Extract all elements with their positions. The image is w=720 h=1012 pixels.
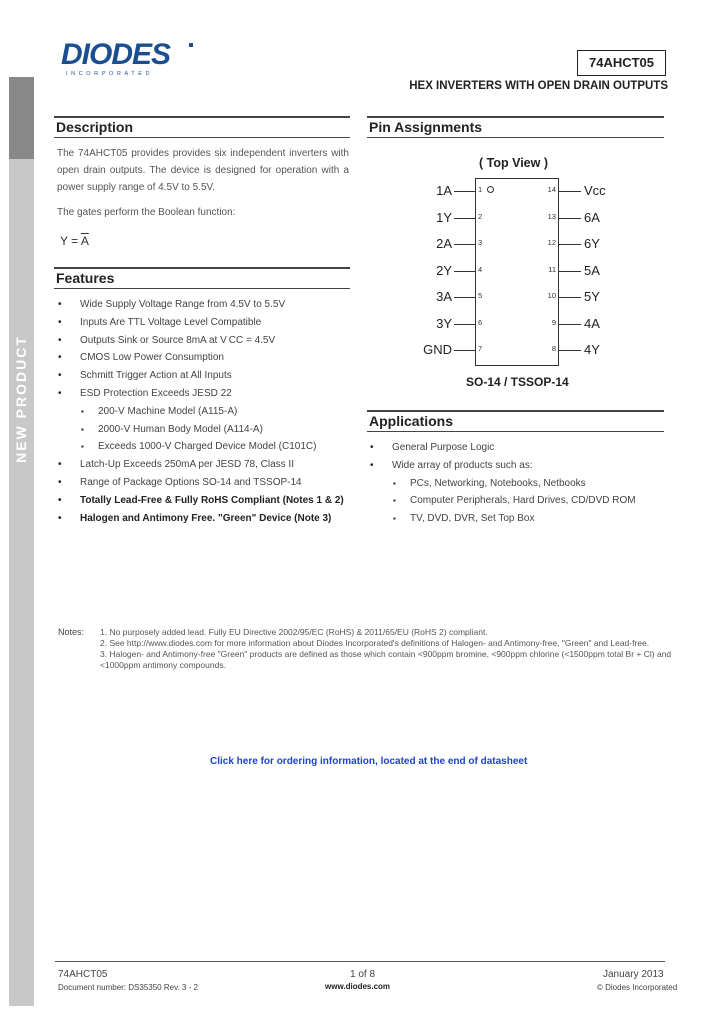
feature-item: • CMOS Low Power Consumption xyxy=(54,349,354,367)
applications-list xyxy=(366,439,666,528)
pin-name-right: 5A xyxy=(584,262,600,278)
footer-page: 1 of 8 xyxy=(350,969,376,980)
note-2: 2. See http://www.diodes.com for more information about Diodes Incorporated's definitions of Halogen- and Antimony-free, "Green" and Lead-free. xyxy=(100,638,650,648)
features-heading: Features xyxy=(54,267,350,289)
pin-lead-right xyxy=(559,218,581,219)
pin-name-left: GND xyxy=(423,342,452,357)
feature-item: • Latch-Up Exceeds 250mA per JESD 78, Class II xyxy=(54,456,354,474)
formula-lhs: Y = xyxy=(60,234,81,248)
pin-assignments-heading: Pin Assignments xyxy=(367,116,664,138)
footer-copyright: © Diodes Incorporated xyxy=(597,983,678,992)
pin-number-right: 10 xyxy=(547,291,556,300)
side-bar xyxy=(9,77,34,1006)
pin-name-right: 4Y xyxy=(584,342,600,357)
applications-heading: Applications xyxy=(367,410,664,432)
feature-item: ▪ 200-V Machine Model (A115-A) xyxy=(54,403,354,421)
pin-lead-right xyxy=(559,324,581,325)
feature-item: • Range of Package Options SO-14 and TSSOP-14 xyxy=(54,474,354,492)
pin-name-left: 2Y xyxy=(436,262,452,278)
pin-name-left: 1Y xyxy=(436,209,452,225)
pin-number-right: 11 xyxy=(548,264,556,274)
pin-number-left: 6 xyxy=(478,317,483,327)
boolean-formula xyxy=(60,234,89,248)
pin-number-left: 1 xyxy=(478,185,483,194)
pin-number-left: 5 xyxy=(478,291,483,300)
pin-lead-left xyxy=(454,350,475,351)
ordering-info-link[interactable]: Click here for ordering information, located at the end of datasheet xyxy=(210,756,528,767)
pin-number-right: 12 xyxy=(547,238,556,247)
part-number-box: 74AHCT05 xyxy=(577,50,666,76)
feature-item: ▪ 2000-V Human Body Model (A114-A) xyxy=(54,421,354,439)
logo-dot xyxy=(189,43,193,47)
pin-number-right: 13 xyxy=(547,211,556,221)
pin-lead-left xyxy=(454,297,475,298)
application-item: • Wide array of products such as: xyxy=(366,457,666,475)
pin-number-left: 4 xyxy=(478,264,483,274)
pin-name-right: Vcc xyxy=(584,183,606,198)
pin-name-left: 1A xyxy=(436,183,452,198)
application-item: ▪ TV, DVD, DVR, Set Top Box xyxy=(366,510,666,528)
top-view-label: ( Top View ) xyxy=(479,156,548,170)
feature-item: • Inputs Are TTL Voltage Level Compatible xyxy=(54,314,354,332)
pin-name-left: 2A xyxy=(436,236,452,251)
side-bar-accent xyxy=(9,77,34,159)
pin-number-right: 14 xyxy=(547,185,556,194)
feature-item: • Schmitt Trigger Action at All Inputs xyxy=(54,367,354,385)
footer-part: 74AHCT05 xyxy=(58,969,108,980)
features-list xyxy=(54,296,354,527)
pin-number-left: 7 xyxy=(478,344,483,353)
new-product-label: NEW PRODUCT xyxy=(13,335,29,463)
pin-lead-left xyxy=(454,244,475,245)
description-heading: Description xyxy=(54,116,350,138)
pin-number-left: 2 xyxy=(478,211,483,221)
application-item: ▪ PCs, Networking, Notebooks, Netbooks xyxy=(366,475,666,493)
footer-url[interactable]: www.diodes.com xyxy=(325,982,391,991)
footer-date: January 2013 xyxy=(603,969,664,980)
pin-lead-right xyxy=(559,350,581,351)
ic-package-outline xyxy=(475,178,559,366)
pin-number-left: 3 xyxy=(478,238,483,247)
logo-subtext: INCORPORATED xyxy=(66,71,154,77)
pin-number-right: 8 xyxy=(551,344,556,353)
pin-lead-right xyxy=(559,297,581,298)
description-text: The 74AHCT05 provides provides six independent inverters with open drain outputs. The device is designed for operation with a power supply range of 4.5V to 5.5V. xyxy=(57,148,349,193)
pin-name-right: 6Y xyxy=(584,236,600,251)
pin1-indicator xyxy=(487,186,494,193)
pin-lead-left xyxy=(454,191,475,192)
notes-label: Notes: xyxy=(58,627,85,637)
formula-rhs: $\overline{A}$ xyxy=(80,234,89,248)
footer-docnum: Document number: DS35350 Rev. 3 - 2 xyxy=(58,983,198,992)
footer-divider xyxy=(55,961,665,962)
document-subtitle: HEX INVERTERS WITH OPEN DRAIN OUTPUTS xyxy=(409,80,668,92)
pin-lead-right xyxy=(559,271,581,272)
pin-lead-left xyxy=(454,218,475,219)
feature-item: • Outputs Sink or Source 8mA at V CC = 4.5V xyxy=(54,332,354,350)
note-3: 3. Halogen- and Antimony-free "Green" products are defined as those which contain <900ppm bromine, <900ppm chlorine (<1500ppm total Br + Cl) and xyxy=(100,649,672,659)
feature-item: • ESD Protection Exceeds JESD 22 xyxy=(54,385,354,403)
logo-wordmark: DIODES xyxy=(61,38,171,71)
package-name: SO-14 / TSSOP-14 xyxy=(466,375,569,389)
pin-name-left: 3Y xyxy=(436,315,452,331)
pin-lead-right xyxy=(559,191,581,192)
pin-lead-left xyxy=(454,271,475,272)
pin-lead-right xyxy=(559,244,581,245)
feature-item: ▪ Exceeds 1000-V Charged Device Model (C101C) xyxy=(54,438,354,456)
note-3-cont: <1000ppm antimony compounds. xyxy=(100,660,226,670)
pin-name-right: 5Y xyxy=(584,289,600,304)
pin-name-left: 3A xyxy=(436,289,452,304)
pin-number-right: 9 xyxy=(551,317,556,327)
diodes-logo xyxy=(61,40,196,82)
note-1: 1. No purposely added lead. Fully EU Directive 2002/95/EC (RoHS) & 2011/65/EU (RoHS 2) compliant. xyxy=(100,627,488,637)
pin-name-right: 6A xyxy=(584,209,600,225)
application-item: ▪ Computer Peripherals, Hard Drives, CD/DVD ROM xyxy=(366,492,666,510)
feature-item: • Halogen and Antimony Free. "Green" Device (Note 3) xyxy=(54,510,354,528)
pin-lead-left xyxy=(454,324,475,325)
pin-name-right: 4A xyxy=(584,315,600,331)
application-item: • General Purpose Logic xyxy=(366,439,666,457)
boolean-intro: The gates perform the Boolean function: xyxy=(57,207,236,218)
feature-item: • Wide Supply Voltage Range from 4.5V to 5.5V xyxy=(54,296,354,314)
feature-item: • Totally Lead-Free & Fully RoHS Compliant (Notes 1 & 2) xyxy=(54,492,354,510)
